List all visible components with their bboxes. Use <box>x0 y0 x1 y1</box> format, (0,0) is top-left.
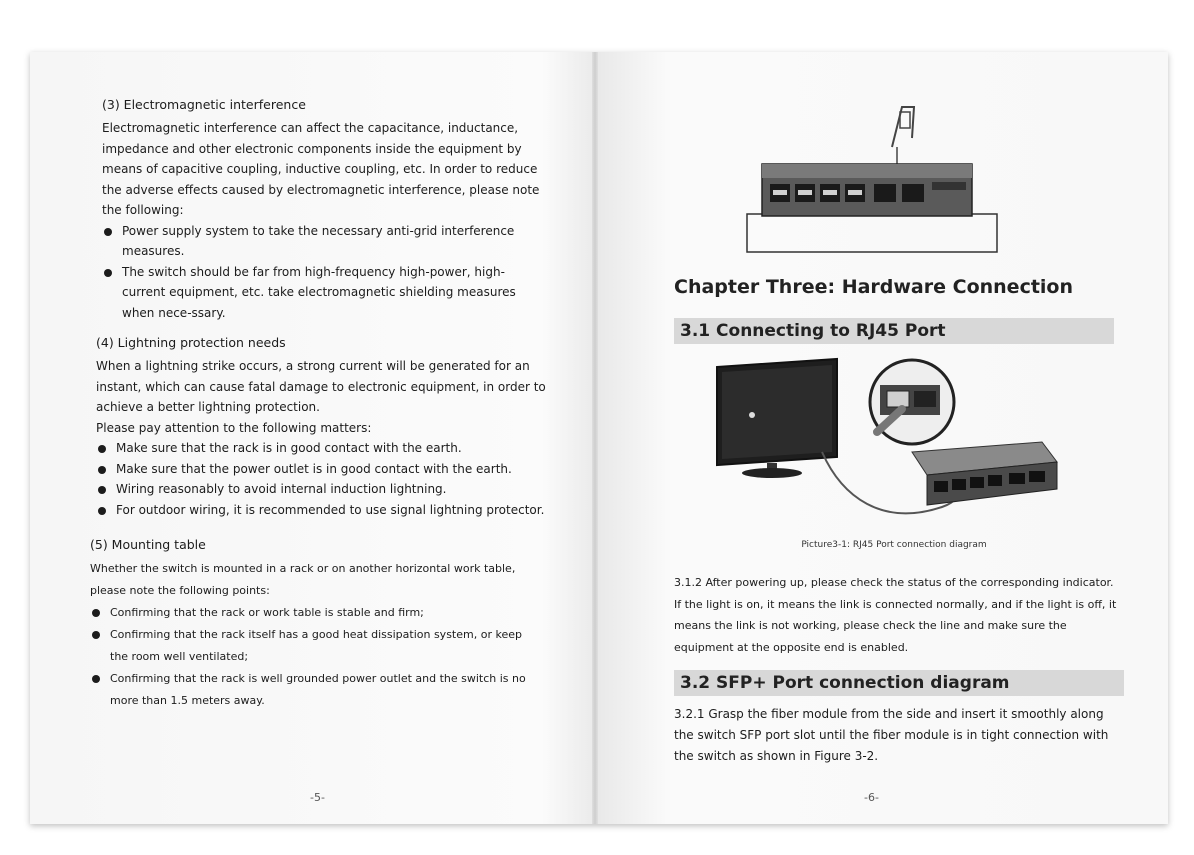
rj45-connection-diagram <box>712 357 1072 532</box>
section-lightning <box>96 334 552 520</box>
section-body: Electromagnetic interference can affect the capacitance, inductance, impedance and other electronic components inside the equipment by means of capacitive coupling, inductive coupling, etc. In order to reduce the adverse effects caused by electromagnetic interference, please note the following: <box>102 121 540 217</box>
list-item: The switch should be far from high-frequency high-power, high-current equipment, etc. take electromagnetic shielding measures when nece-ssary. <box>102 262 542 324</box>
list-item: Confirming that the rack or work table is stable and firm; <box>90 602 540 624</box>
list-item: Confirming that the rack is well grounded power outlet and the switch is no more than 1.5 meters away. <box>90 668 540 712</box>
section-title: (4) Lightning protection needs <box>96 335 286 350</box>
list-item: Make sure that the rack is in good contact with the earth. <box>96 438 552 459</box>
right-page <box>642 52 1122 824</box>
list-item: Power supply system to take the necessary anti-grid interference measures. <box>102 221 542 262</box>
section-title: (5) Mounting table <box>90 537 206 552</box>
section-body-2: Please pay attention to the following matters: <box>96 420 372 435</box>
bullet-list <box>102 221 542 324</box>
page-fold <box>592 52 598 824</box>
paragraph-3-2-1: 3.2.1 Grasp the fiber module from the side and insert it smoothly along the switch SFP port slot until the fiber module is in tight connection with the switch as shown in Figure 3-2. <box>674 707 1109 763</box>
left-page <box>90 52 560 824</box>
list-item: Make sure that the power outlet is in good contact with the earth. <box>96 459 552 480</box>
bullet-list <box>90 602 540 712</box>
bullet-list <box>96 438 552 520</box>
page-number: -5- <box>310 791 325 804</box>
section-title: (3) Electromagnetic interference <box>102 97 306 112</box>
section-mounting <box>90 536 540 712</box>
list-item: Confirming that the rack itself has a good heat dissipation system, or keep the room well ventilated; <box>90 624 540 668</box>
section-body: Whether the switch is mounted in a rack or on another horizontal work table, please note the following points: <box>90 562 516 597</box>
figure-caption: Picture3-1: RJ45 Port connection diagram <box>801 540 987 550</box>
section-heading: 3.1 Connecting to RJ45 Port <box>674 318 1114 344</box>
page-number: -6- <box>864 791 879 804</box>
section-emi <box>102 96 542 323</box>
paragraph-3-1-2: 3.1.2 After powering up, please check the status of the corresponding indicator. If the light is on, it means the link is connected normally, and if the light is off, it means the link is not working, please check the line and make sure the equipment at the opposite end is enabled. <box>674 576 1117 654</box>
switch-illustration <box>742 102 1002 257</box>
booklet <box>30 52 1168 824</box>
section-body: When a lightning strike occurs, a strong current will be generated for an instant, which can cause fatal damage to electronic equipment, in order to achieve a better lightning protection. <box>96 359 546 414</box>
chapter-title: Chapter Three: Hardware Connection <box>674 276 1073 298</box>
list-item: For outdoor wiring, it is recommended to use signal lightning protector. <box>96 500 552 521</box>
section-heading: 3.2 SFP+ Port connection diagram <box>674 670 1124 696</box>
list-item: Wiring reasonably to avoid internal induction lightning. <box>96 479 552 500</box>
